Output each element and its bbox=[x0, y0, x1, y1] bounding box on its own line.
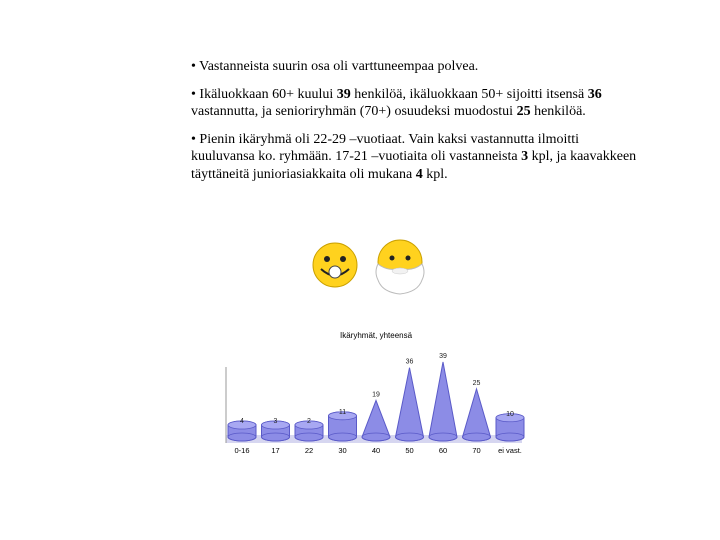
chart-category-label-4: 40 bbox=[371, 446, 381, 455]
faces-illustration bbox=[308, 238, 448, 298]
chart-data-label-6: 39 bbox=[439, 352, 447, 360]
chart-category-label-7: 70 bbox=[472, 446, 481, 455]
chart-category-label-0: 0-16 bbox=[234, 446, 250, 455]
bearded-smiley-face-icon bbox=[376, 240, 424, 294]
chart-category-label-2: 22 bbox=[304, 446, 314, 455]
chart-data-label-7: 25 bbox=[472, 379, 481, 387]
bullet-3-text-a: • Pienin ikäryhmä oli 22-29 –vuotiaat. Vain kaksi vastannutta ilmoitti kuuluvansa ko. ryhmään. 17-21 –vuotiaita oli vastanneista bbox=[191, 131, 580, 164]
age-group-chart bbox=[222, 327, 528, 457]
chart-data-label-5: 36 bbox=[405, 358, 414, 366]
chart-category-label-1: 17 bbox=[271, 446, 280, 455]
bullet-3-text-b: kpl, ja kaavakkeen täyttäneitä junioriasiakkaita oli mukana bbox=[191, 149, 637, 182]
bullet-2-text-c: vastannutta, ja senioriryhmän (70+) osuudeksi muodostui bbox=[191, 104, 517, 119]
bullet-2-text-a: • Ikäluokkaan 60+ kuului bbox=[191, 86, 337, 102]
chart-category-label-3: 30 bbox=[338, 446, 347, 455]
bullet-2 bbox=[191, 86, 641, 121]
bullet-2-value-50plus: 36 bbox=[587, 86, 602, 102]
bullet-2-value-60plus: 39 bbox=[336, 86, 351, 102]
chart-data-label-4: 19 bbox=[372, 391, 380, 399]
chart-category-label-8: ei vast. bbox=[498, 446, 522, 455]
chart-cone-5 bbox=[396, 368, 424, 441]
chart-cone-6 bbox=[429, 362, 457, 441]
bullet-3-value-juniors: 4 bbox=[415, 166, 423, 182]
bullet-1 bbox=[191, 58, 641, 76]
smiley-face-icon bbox=[313, 243, 357, 287]
bullet-list bbox=[191, 58, 641, 193]
chart-data-label-1: 3 bbox=[273, 418, 278, 425]
bullet-2-value-70plus: 25 bbox=[516, 104, 531, 119]
bullet-3-text-c: kpl. bbox=[422, 166, 448, 182]
chart-data-label-0: 4 bbox=[240, 418, 244, 425]
chart-category-label-5: 50 bbox=[405, 446, 414, 455]
bullet-1-text: • Vastanneista suurin osa oli varttuneempaa polvea. bbox=[191, 59, 479, 74]
chart-data-label-2: 2 bbox=[307, 418, 311, 425]
chart-title: Ikäryhmät, yhteensä bbox=[340, 331, 413, 340]
bullet-2-text-b: henkilöä, ikäluokkaan 50+ sijoitti itsensä bbox=[350, 86, 588, 102]
chart-category-label-6: 60 bbox=[438, 446, 448, 455]
bullet-3 bbox=[191, 131, 641, 184]
chart-data-label-8: 10 bbox=[506, 410, 514, 418]
chart-cone-4 bbox=[362, 400, 390, 441]
chart-data-label-3: 11 bbox=[338, 408, 347, 416]
bullet-3-value-17: 3 bbox=[521, 149, 529, 164]
bullet-2-text-d: henkilöä. bbox=[530, 104, 586, 119]
